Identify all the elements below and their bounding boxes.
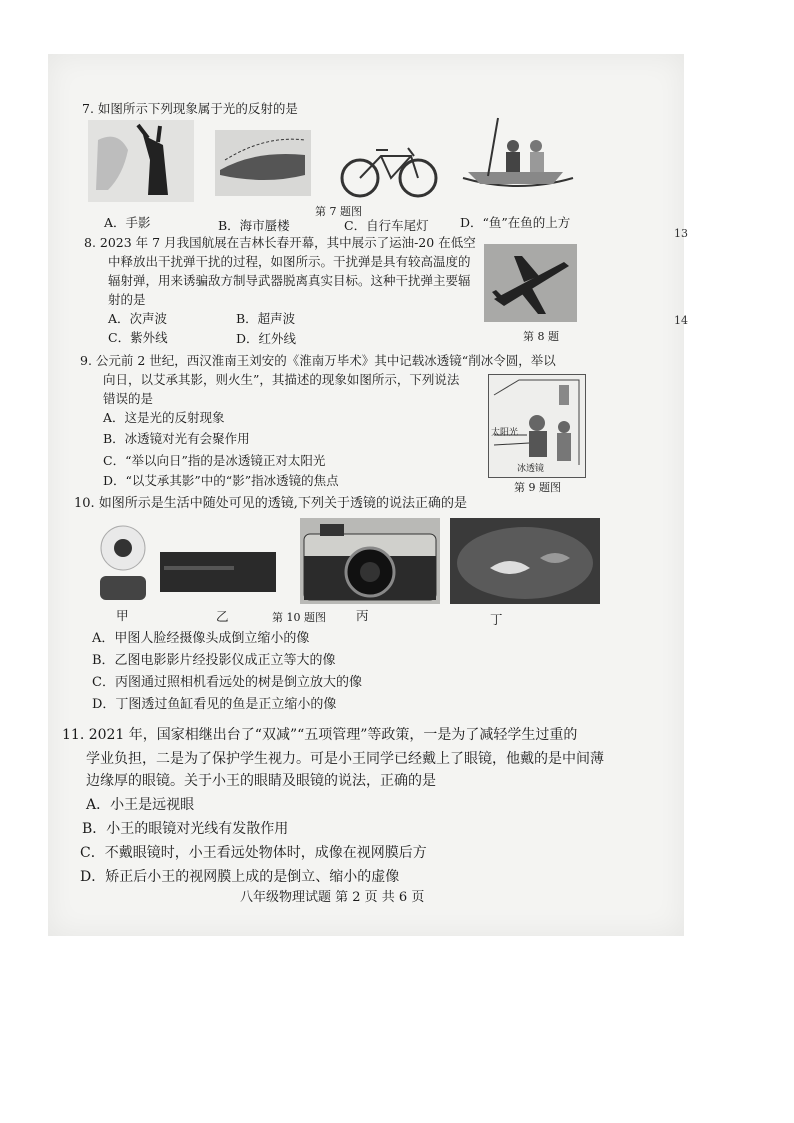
q9-line-1: 9. 公元前 2 世纪，西汉淮南王刘安的《淮南万毕术》其中记载冰透镜“削冰令圆，举以 [80, 353, 556, 368]
q10-label-yi: 乙 [216, 609, 229, 624]
q11-option-c: C．不戴眼镜时，小王看远处物体时，成像在视网膜后方 [80, 845, 427, 861]
q8-line-4: 射的是 [108, 292, 146, 307]
q7-fishing-figure [458, 116, 576, 200]
q11-line-3: 边缘厚的眼镜。关于小王的眼睛及眼镜的说法，正确的是 [86, 773, 436, 789]
page-footer: 八年级物理试题 第 2 页 共 6 页 [240, 890, 425, 905]
q10-option-d: D．丁图透过鱼缸看见的鱼是正立缩小的像 [92, 697, 337, 712]
q10-label-ding: 丁 [490, 612, 503, 627]
q10-label-bing: 丙 [356, 608, 369, 623]
q7-caption: 第 7 题图 [315, 205, 362, 218]
q9-line-2: 向日，以艾承其影，则火生”，其描述的现象如图所示，下列说法 [103, 372, 460, 387]
q9-caption: 第 9 题图 [514, 481, 561, 494]
q11-option-d: D．矫正后小王的视网膜上成的是倒立、缩小的虚像 [80, 869, 400, 885]
q7-option-d: D．“鱼”在鱼的上方 [460, 215, 571, 230]
q7-option-c: C．自行车尾灯 [344, 218, 429, 233]
margin-number-14: 14 [674, 314, 688, 327]
q7-bicycle-figure [336, 138, 442, 200]
q9-sunlight-label: 太阳光 [491, 428, 519, 438]
q9-line-3: 错误的是 [103, 391, 154, 406]
q7-option-a: A．手影 [104, 215, 151, 230]
q10-option-a: A．甲图人脸经摄像头成倒立缩小的像 [92, 631, 310, 646]
q7-hand-shadow-figure [88, 120, 194, 202]
q8-option-d: D．红外线 [236, 331, 297, 346]
q11-option-a: A．小王是远视眼 [86, 797, 195, 813]
q10-option-b: B．乙图电影影片经投影仪成正立等大的像 [92, 653, 336, 668]
q9-ice-lens-figure [488, 374, 586, 478]
q11-option-b: B．小王的眼镜对光线有发散作用 [82, 821, 289, 837]
q11-line-1: 11. 2021 年，国家相继出台了“双减”“五项管理”等政策，一是为了减轻学生过重的 [62, 727, 578, 743]
q8-line-3: 辐射弹，用来诱骗敌方制导武器脱离真实目标。这种干扰弹主要辐 [108, 273, 471, 288]
q7-option-b: B．海市蜃楼 [218, 218, 290, 233]
q8-line-1: 8. 2023 年 7 月我国航展在吉林长春开幕，其中展示了运油-20 在低空 [84, 235, 476, 250]
q10-stem: 10. 如图所示是生活中随处可见的透镜,下列关于透镜的说法正确的是 [74, 496, 467, 511]
q11-line-2: 学业负担，二是为了保护学生视力。可是小王同学已经戴上了眼镜，他戴的是中间薄 [86, 751, 604, 767]
q9-option-b: B．冰透镜对光有会聚作用 [103, 431, 250, 446]
q8-option-c: C．紫外线 [108, 330, 168, 345]
margin-number-13: 13 [674, 227, 688, 240]
q8-option-a: A．次声波 [108, 311, 168, 326]
q10-camera-figure [300, 518, 440, 604]
q7-mirage-figure [215, 130, 311, 196]
q10-label-jia: 甲 [116, 608, 129, 623]
q9-option-a: A．这是光的反射现象 [103, 410, 225, 425]
q9-ice-lens-label: 冰透镜 [517, 464, 545, 474]
q7-stem: 7. 如图所示下列现象属于光的反射的是 [82, 101, 298, 116]
q8-option-b: B．超声波 [236, 311, 296, 326]
q10-webcam-figure [96, 518, 150, 604]
q10-fish-tank-figure [450, 518, 600, 604]
q8-aircraft-figure [484, 244, 577, 322]
q9-option-d: D．“以艾承其影”中的“影”指冰透镜的焦点 [103, 473, 339, 488]
q8-line-2: 中释放出干扰弹干扰的过程，如图所示。干扰弹是具有较高温度的 [108, 254, 471, 269]
q10-caption: 第 10 题图 [272, 611, 326, 624]
q9-option-c: C．“举以向日”指的是冰透镜正对太阳光 [103, 453, 326, 468]
q10-option-c: C．丙图通过照相机看远处的树是倒立放大的像 [92, 675, 362, 690]
q10-projector-figure [160, 552, 276, 592]
q8-caption: 第 8 题 [523, 330, 559, 343]
